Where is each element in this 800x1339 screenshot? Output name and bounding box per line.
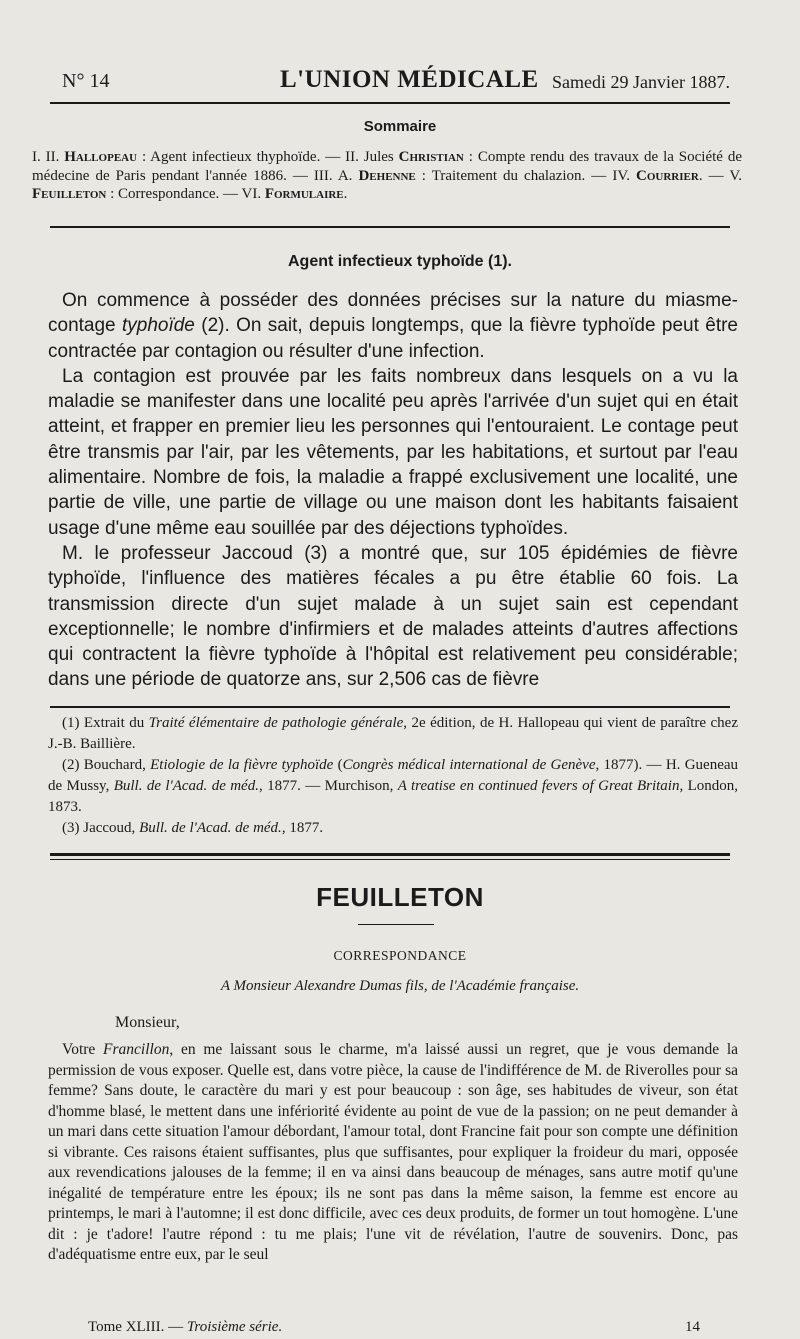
page-header [62,66,730,102]
letter-body [48,1040,738,1266]
article-title: Agent infectieux typhoïde (1). [287,253,512,270]
section-heading: CORRESPONDANCE [333,948,467,963]
footnote-1: (1) Extrait du Traité élémentaire de pathologie générale, 2e édition, de H. Hallopeau qui vient de paraître chez J.-B. Baillière. [48,715,738,752]
issue-date: Samedi 29 Janvier 1887. [552,72,730,92]
journal-title: L'UNION MÉDICALE [280,66,539,93]
footnote-3: (3) Jaccoud, Bull. de l'Acad. de méd., 1877. [62,820,324,836]
issue-number: N° 14 [62,70,110,92]
page-number: 14 [685,1319,700,1335]
article-paragraph: On commence à posséder des données précises sur la nature du miasme-contage typhoïde (2). On sait, depuis longtemps, que la fièvre typhoïde peut être contractée par contagion ou résulter d'une infection. [48,290,738,362]
sommaire-contents: I. II. Hallopeau : Agent infectieux thyphoïde. — II. Jules Christian : Compte rendu des travaux de la Société de médecine de Paris pendant l'année 1886. — III. A. Dehenne : Traitement du chalazion. — IV. Courrier. — V. Feuilleton : Correspondance. — VI. Formulaire. [32,149,742,202]
footnote-rule [50,706,730,708]
header-rule [50,102,730,104]
sommaire-title: Sommaire [363,118,437,135]
feuilleton-rule-top [50,853,730,856]
article-body [48,288,738,693]
feuilleton-underline [358,924,434,925]
letter-salutation: Monsieur, [115,1014,180,1031]
feuilleton-title: FEUILLETON [316,882,484,912]
footnotes [48,713,738,839]
footnote-2: (2) Bouchard, Etiologie de la fièvre typhoïde (Congrès médical international de Genève, 1877). — H. Gueneau de Mussy, Bull. de l'Acad. de méd., 1877. — Murchison, A treatise en continued fevers of Great Britain, London, 1873. [48,757,739,815]
feuilleton-rule-thin [50,859,730,860]
letter-dedication: A Monsieur Alexandre Dumas fils, de l'Académie française. [220,978,580,994]
sommaire-rule [50,226,730,228]
volume-label: Tome XLIII. — Troisième série. [88,1319,283,1335]
article-paragraph: La contagion est prouvée par les faits nombreux dans lesquels on a vu la maladie se manifester dans une localité peu après l'arrivée d'un sujet qui en était atteint, et frapper en premier lieu les personnes qui l'entouraient. Le contage peut être transmis par l'air, par les vêtements, par les habitations, et surtout par l'eau alimentaire. Nombre de fois, la maladie a frappé exclusivement une localité, une partie de ville, une partie de village ou une maison dont les habitants faisaient usage d'une même eau souillée par des déjections typhoïdes. [48,365,738,539]
article-paragraph: M. le professeur Jaccoud (3) a montré que, sur 105 épidémies de fièvre typhoïde, l'influence des matières fécales a pu être établie 60 fois. La transmission directe d'un sujet malade à un sujet sain est cependant exceptionnelle; le nombre d'infirmiers et de malades atteints d'autres affections qui contractent la fièvre typhoïde à l'hôpital est relativement peu considérable; dans une période de quatorze ans, sur 2,506 cas de fièvre [48,542,738,691]
letter-paragraph: Votre Francillon, en me laissant sous le charme, m'a laissé aussi un regret, que je vous demande la permission de vous exposer. Quelle est, dans votre pièce, la cause de l'indifférence de M. de Riverolles pour sa femme? Sans doute, le caractère du mari y est pour beaucoup : son âge, ses habitudes de viveur, son état d'homme blasé, le mettent dans une infériorité évidente au point de vue de la passion; on ne peut demander à un mari dans cette situation l'amour débordant, l'amour total, dont Francine fait pour son compte une définition si vibrante. Ces raisons étaient suffisantes, plus que suffisantes, pour expliquer la froideur du mari, opposée aux revendications jalouses de la femme; il en va ainsi dans beaucoup de ménages, sans autre motif qu'une inégalité de température entre les époux; ils ne sont pas dans la même saison, la femme est encore au printemps, le mari à l'automne; il est donc difficile, avec ces deux produits, de former un tout homogène. L'une dit : je t'adore! l'autre répond : tu me plais; l'une vit de révélation, l'autre de souvenirs. Donc, pas d'adéquatisme entre eux, par le seul [48,1041,739,1263]
